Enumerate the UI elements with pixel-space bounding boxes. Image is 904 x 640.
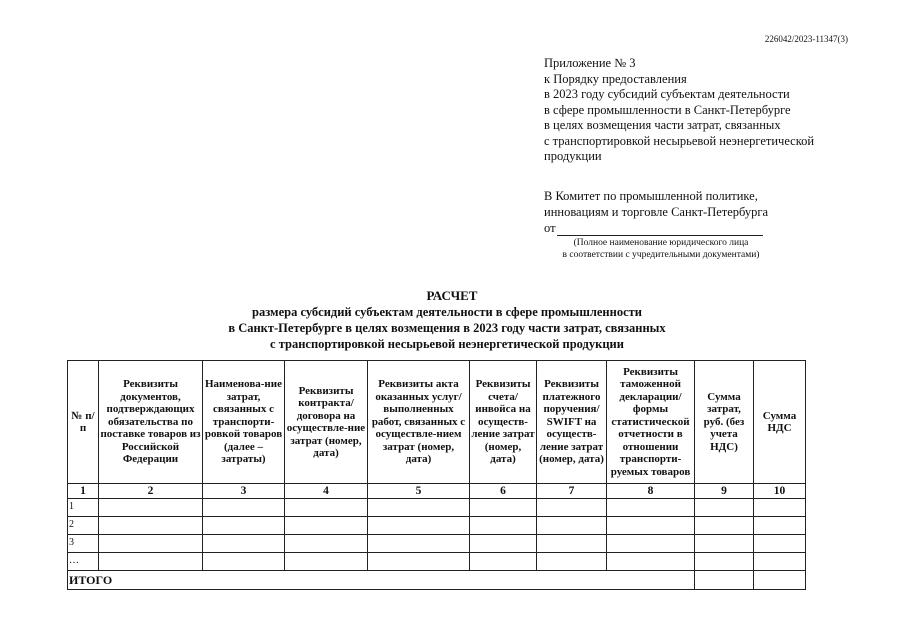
table-cell[interactable] <box>537 535 607 553</box>
table-cell[interactable] <box>368 553 470 571</box>
table-cell[interactable] <box>537 553 607 571</box>
table-cell[interactable] <box>470 517 537 535</box>
title-line-1: размера субсидий субъектам деятельности в сфере промышленности <box>252 305 642 319</box>
column-number: 6 <box>470 484 537 499</box>
column-number: 4 <box>285 484 368 499</box>
recipient-block <box>544 188 786 261</box>
appendix-line: продукции <box>544 149 602 163</box>
table-cell[interactable] <box>695 499 754 517</box>
table-cell[interactable] <box>368 499 470 517</box>
table-cell[interactable] <box>285 535 368 553</box>
title-main: РАСЧЕТ <box>426 288 478 303</box>
total-row <box>68 571 806 590</box>
calculation-table <box>67 360 806 590</box>
table-cell[interactable] <box>695 517 754 535</box>
column-number: 9 <box>695 484 754 499</box>
document-title <box>0 288 904 352</box>
from-line <box>544 220 786 236</box>
appendix-line: в сфере промышленности в Санкт-Петербурге <box>544 102 791 117</box>
table-cell[interactable] <box>695 553 754 571</box>
table-header-row <box>68 361 806 484</box>
table-cell[interactable] <box>695 535 754 553</box>
table-cell[interactable] <box>470 553 537 571</box>
recipient-line-1: В Комитет по промышленной политике, <box>544 189 758 203</box>
table-row <box>68 535 806 553</box>
appendix-line: в целях возмещения части затрат, связанных <box>544 118 781 132</box>
column-header: Реквизиты акта оказанных услуг/ выполненных работ, связанных с осуществле-нием затрат (номер, дата) <box>368 361 470 484</box>
table-row <box>68 553 806 571</box>
from-note-line-1: (Полное наименование юридического лица <box>573 238 749 248</box>
total-sum-cell[interactable] <box>695 571 754 590</box>
table-cell[interactable] <box>285 499 368 517</box>
row-number: … <box>68 553 99 571</box>
table-cell[interactable] <box>470 499 537 517</box>
table-cell[interactable] <box>754 535 806 553</box>
table-cell[interactable] <box>607 535 695 553</box>
column-number: 7 <box>537 484 607 499</box>
document-number: 226042/2023-11347(3) <box>764 34 848 44</box>
column-header: Реквизиты платежного поручения/ SWIFT на осуществ-ление затрат (номер, дата) <box>537 361 607 484</box>
column-number: 5 <box>368 484 470 499</box>
table-cell[interactable] <box>203 517 285 535</box>
table-cell[interactable] <box>285 553 368 571</box>
appendix-line: Приложение № 3 <box>544 56 636 70</box>
column-number: 2 <box>99 484 203 499</box>
row-number: 3 <box>68 535 99 553</box>
table-cell[interactable] <box>99 553 203 571</box>
table-cell[interactable] <box>537 499 607 517</box>
appendix-line: к Порядку предоставления <box>544 71 687 86</box>
total-label: ИТОГО <box>68 571 695 590</box>
appendix-block <box>544 56 814 165</box>
column-number: 1 <box>68 484 99 499</box>
from-label: от <box>544 221 556 235</box>
table-cell[interactable] <box>203 535 285 553</box>
table-row <box>68 499 806 517</box>
column-number-row <box>68 484 806 499</box>
from-blank-field[interactable] <box>557 223 763 236</box>
title-line-3: с транспортировкой несырьевой неэнергетической продукции <box>270 337 624 351</box>
column-header: Сумма затрат, руб. (без учета НДС) <box>695 361 754 484</box>
column-number: 8 <box>607 484 695 499</box>
table-cell[interactable] <box>203 499 285 517</box>
table-cell[interactable] <box>537 517 607 535</box>
table-cell[interactable] <box>607 499 695 517</box>
recipient-line-2: инновациям и торговле Санкт-Петербурга <box>544 205 769 219</box>
appendix-line: с транспортировкой несырьевой неэнергетической <box>544 133 815 148</box>
column-header: Наименова-ние затрат, связанных с транспорти-ровкой товаров (далее – затраты) <box>203 361 285 484</box>
table-cell[interactable] <box>285 517 368 535</box>
row-number: 1 <box>68 499 99 517</box>
table-cell[interactable] <box>99 517 203 535</box>
column-number: 3 <box>203 484 285 499</box>
table-cell[interactable] <box>754 553 806 571</box>
column-header: Реквизиты документов, подтверждающих обязательства по поставке товаров из Российской Федерации <box>99 361 203 484</box>
column-header: № п/п <box>68 361 99 484</box>
table-cell[interactable] <box>607 517 695 535</box>
table-cell[interactable] <box>368 517 470 535</box>
column-header: Реквизиты счета/ инвойса на осуществ-ление затрат (номер, дата) <box>470 361 537 484</box>
from-note <box>536 237 786 261</box>
column-header: Реквизиты контракта/ договора на осуществле-ние затрат (номер, дата) <box>285 361 368 484</box>
table-cell[interactable] <box>470 535 537 553</box>
table-cell[interactable] <box>99 499 203 517</box>
appendix-line: в 2023 году субсидий субъектам деятельности <box>544 87 790 101</box>
table-cell[interactable] <box>607 553 695 571</box>
column-number: 10 <box>754 484 806 499</box>
column-header: Сумма НДС <box>754 361 806 484</box>
row-number: 2 <box>68 517 99 535</box>
total-vat-cell[interactable] <box>754 571 806 590</box>
table-cell[interactable] <box>99 535 203 553</box>
table-row <box>68 517 806 535</box>
table-cell[interactable] <box>754 499 806 517</box>
title-line-2: в Санкт-Петербурге в целях возмещения в 2023 году части затрат, связанных <box>228 321 666 335</box>
table-cell[interactable] <box>203 553 285 571</box>
column-header: Реквизиты таможенной декларации/ формы статистической отчетности в отношении транспорти-руемых товаров <box>607 361 695 484</box>
table-cell[interactable] <box>368 535 470 553</box>
table-cell[interactable] <box>754 517 806 535</box>
from-note-line-2: в соответствии с учредительными документами) <box>562 250 760 260</box>
